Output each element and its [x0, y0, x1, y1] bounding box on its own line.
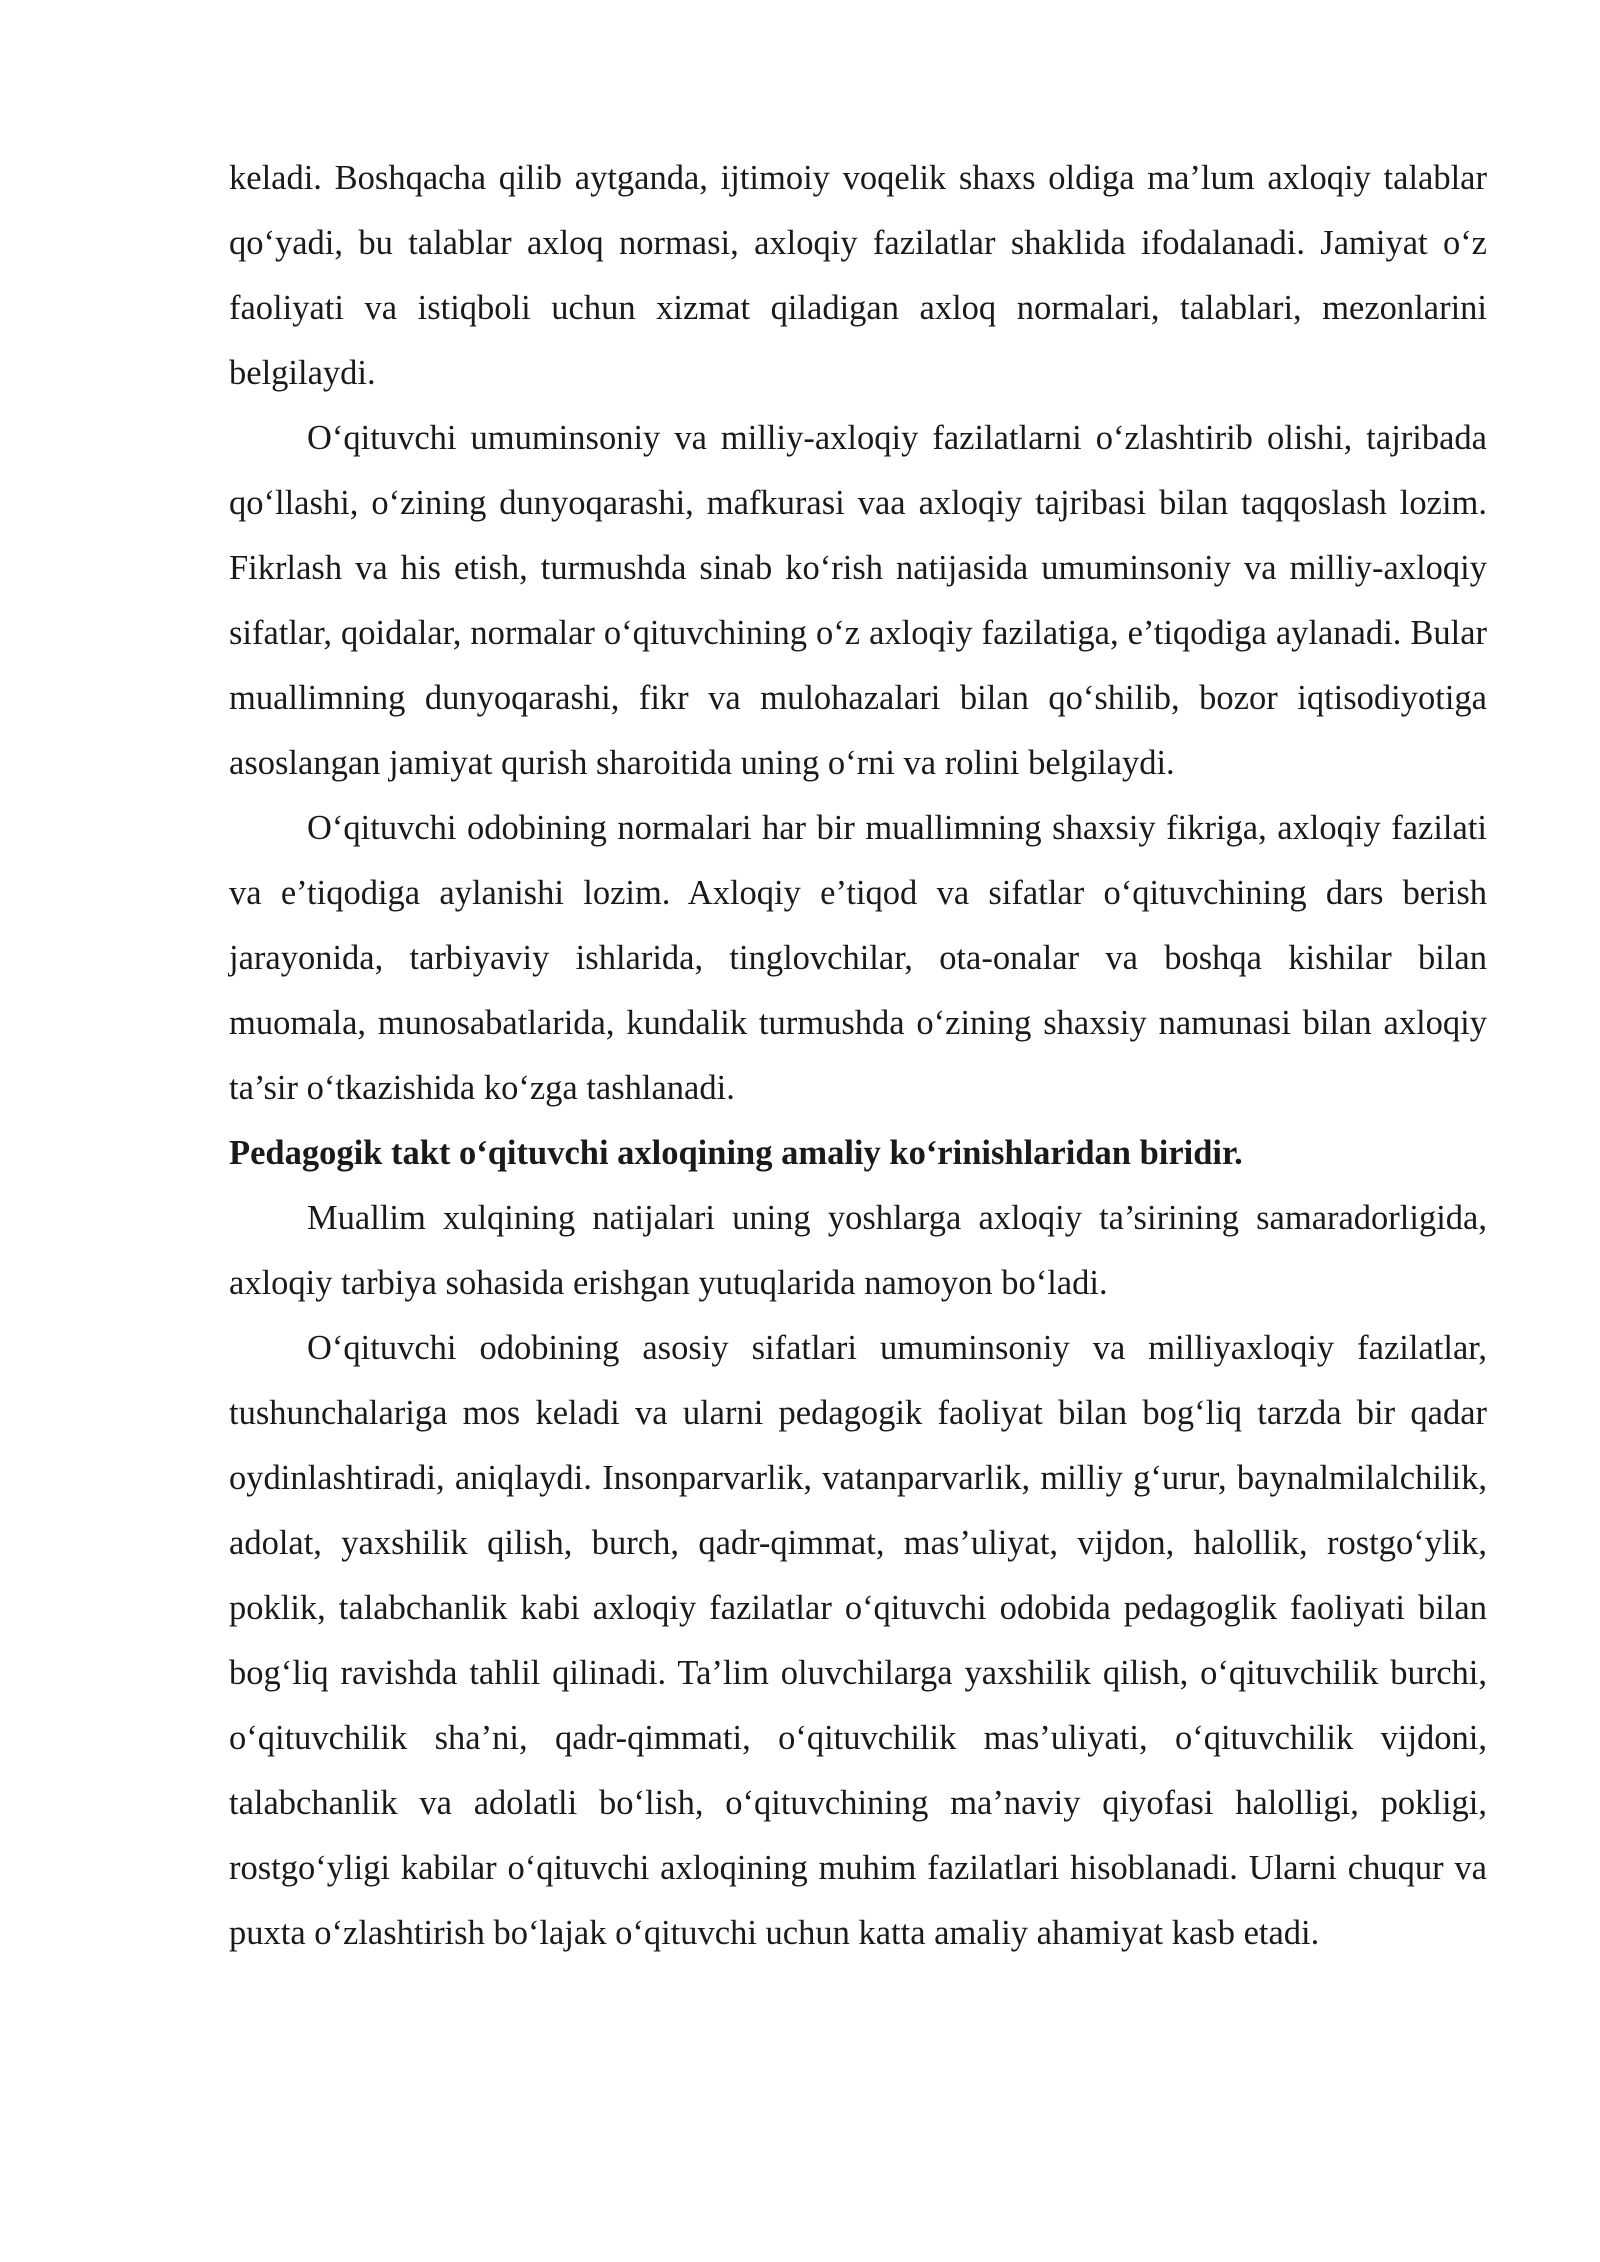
section-heading: Pedagogik takt o‘qituvchi axloqining amaliy ko‘rinishlaridan biridir.	[229, 1134, 1243, 1172]
paragraph-continuation: keladi. Boshqacha qilib aytganda, ijtimoiy voqelik shaxs oldiga ma’lum axloqiy talablar qo‘yadi, bu talablar axloq normasi, axloqiy fazilatlar shaklida ifodalanadi. Jamiyat o‘z faoliyati va istiqboli uchun xizmat qiladigan axloq normalari, talablari, mezonlarini belgilaydi.	[229, 159, 1487, 392]
paragraph-teacher-behavior: Muallim xulqining natijalari uning yoshlarga axloqiy ta’sirining samaradorligida, axloqiy tarbiya sohasida erishgan yutuqlarida namoyon bo‘ladi.	[229, 1199, 1487, 1302]
document-page	[229, 146, 1487, 1966]
paragraph-teacher-ethics-norms: O‘qituvchi odobining normalari har bir muallimning shaxsiy fikriga, axloqiy fazilati va e’tiqodiga aylanishi lozim. Axloqiy e’tiqod va sifatlar o‘qituvchining dars berish jarayonida, tarbiyaviy ishlarida, tinglovchilar, ota-onalar va boshqa kishilar bilan muomala, munosabatlarida, kundalik turmushda o‘zining shaxsiy namunasi bilan axloqiy ta’sir o‘tkazishida ko‘zga tashlanadi.	[229, 809, 1487, 1107]
paragraph-core-qualities: O‘qituvchi odobining asosiy sifatlari umuminsoniy va milliyaxloqiy fazilatlar, tushunchalariga mos keladi va ularni pedagogik faoliyat bilan bog‘liq tarzda bir qadar oydinlashtiradi, aniqlaydi. Insonparvarlik, vatanparvarlik, milliy g‘urur, baynalmilalchilik, adolat, yaxshilik qilish, burch, qadr-qimmat, mas’uliyat, vijdon, halollik, rostgo‘ylik, poklik, talabchanlik kabi axloqiy fazilatlar o‘qituvchi odobida pedagoglik faoliyati bilan bog‘liq ravishda tahlil qilinadi. Ta’lim oluvchilarga yaxshilik qilish, o‘qituvchilik burchi, o‘qituvchilik sha’ni, qadr-qimmati, o‘qituvchilik mas’uliyati, o‘qituvchilik vijdoni, talabchanlik va adolatli bo‘lish, o‘qituvchining ma’naviy qiyofasi halolligi, pokligi, rostgo‘yligi kabilar o‘qituvchi axloqining muhim fazilatlari hisoblanadi. Ularni chuqur va puxta o‘zlashtirish bo‘lajak o‘qituvchi uchun katta amaliy ahamiyat kasb etadi.	[229, 1329, 1487, 1952]
paragraph-teacher-virtues: O‘qituvchi umuminsoniy va milliy-axloqiy fazilatlarni o‘zlashtirib olishi, tajribada qo‘llashi, o‘zining dunyoqarashi, mafkurasi vaa axloqiy tajribasi bilan taqqoslash lozim. Fikrlash va his etish, turmushda sinab ko‘rish natijasida umuminsoniy va milliy-axloqiy sifatlar, qoidalar, normalar o‘qituvchining o‘z axloqiy fazilatiga, e’tiqodiga aylanadi. Bular muallimning dunyoqarashi, fikr va mulohazalari bilan qo‘shilib, bozor iqtisodiyotiga asoslangan jamiyat qurish sharoitida uning o‘rni va rolini belgilaydi.	[229, 419, 1487, 782]
